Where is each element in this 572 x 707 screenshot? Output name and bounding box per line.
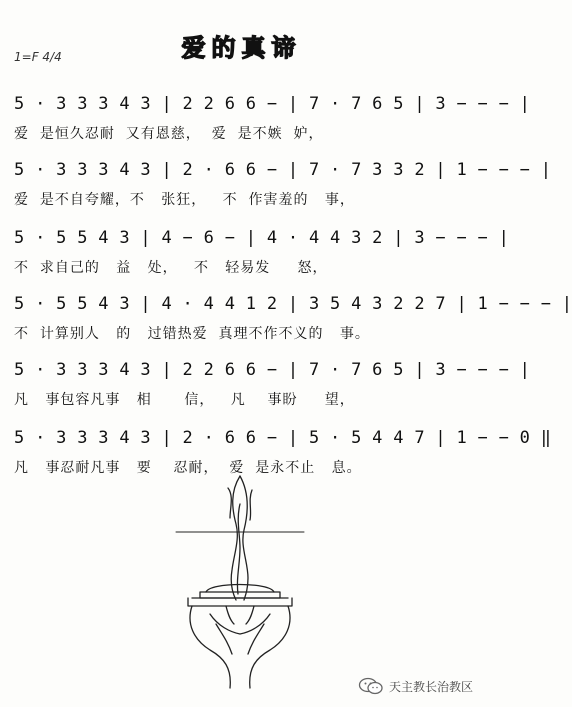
key-signature: 1=F 4/4	[14, 50, 62, 64]
staff-line-2	[14, 160, 552, 222]
flame-hands-icon	[170, 474, 310, 689]
lyrics: 不 求自己的 益 处， 不 轻易发 怒，	[14, 260, 328, 276]
song-title: 爱的真谛	[181, 34, 302, 62]
notes: 5 · 3 3 3 4 3 | 2 · 6 6 − | 5 · 5 4 4 7 | 1 − − 0 ‖	[14, 428, 552, 448]
staff-line-1	[14, 94, 531, 156]
notes: 5 · 3 3 3 4 3 | 2 2 6 6 − | 7 · 7 6 5 | 3 − − − |	[14, 360, 531, 380]
lyrics: 凡 事忍耐凡事 要 忍耐， 爱 是永不止 息。	[14, 460, 362, 476]
lyrics: 爱 是恒久忍耐 又有恩慈， 爱 是不嫉 妒，	[14, 126, 324, 142]
notes: 5 · 3 3 3 4 3 | 2 · 6 6 − | 7 · 7 3 3 2 | 1 − − − |	[14, 160, 552, 180]
notes: 5 · 5 5 4 3 | 4 · 4 4 1 2 | 3 5 4 3 2 2 7 | 1 − − − |	[14, 294, 572, 314]
lyrics: 不 计算别人 的 过错热爱 真理不作不义的 事。	[14, 326, 370, 342]
account-name: 天主教长治教区	[388, 679, 473, 694]
wechat-icon	[358, 677, 384, 695]
footer-watermark	[358, 677, 473, 695]
staff-line-3	[14, 228, 510, 290]
notes: 5 · 5 5 4 3 | 4 − 6 − | 4 · 4 4 3 2 | 3 − − − |	[14, 228, 510, 248]
notes: 5 · 3 3 3 4 3 | 2 2 6 6 − | 7 · 7 6 5 | 3 − − − |	[14, 94, 531, 114]
staff-line-4	[14, 294, 572, 356]
lyrics: 凡 事包容凡事 相 信， 凡 事盼 望，	[14, 392, 355, 408]
staff-line-5	[14, 360, 531, 422]
lyrics: 爱 是不自夸耀，不 张狂， 不 作害羞的 事，	[14, 192, 355, 208]
